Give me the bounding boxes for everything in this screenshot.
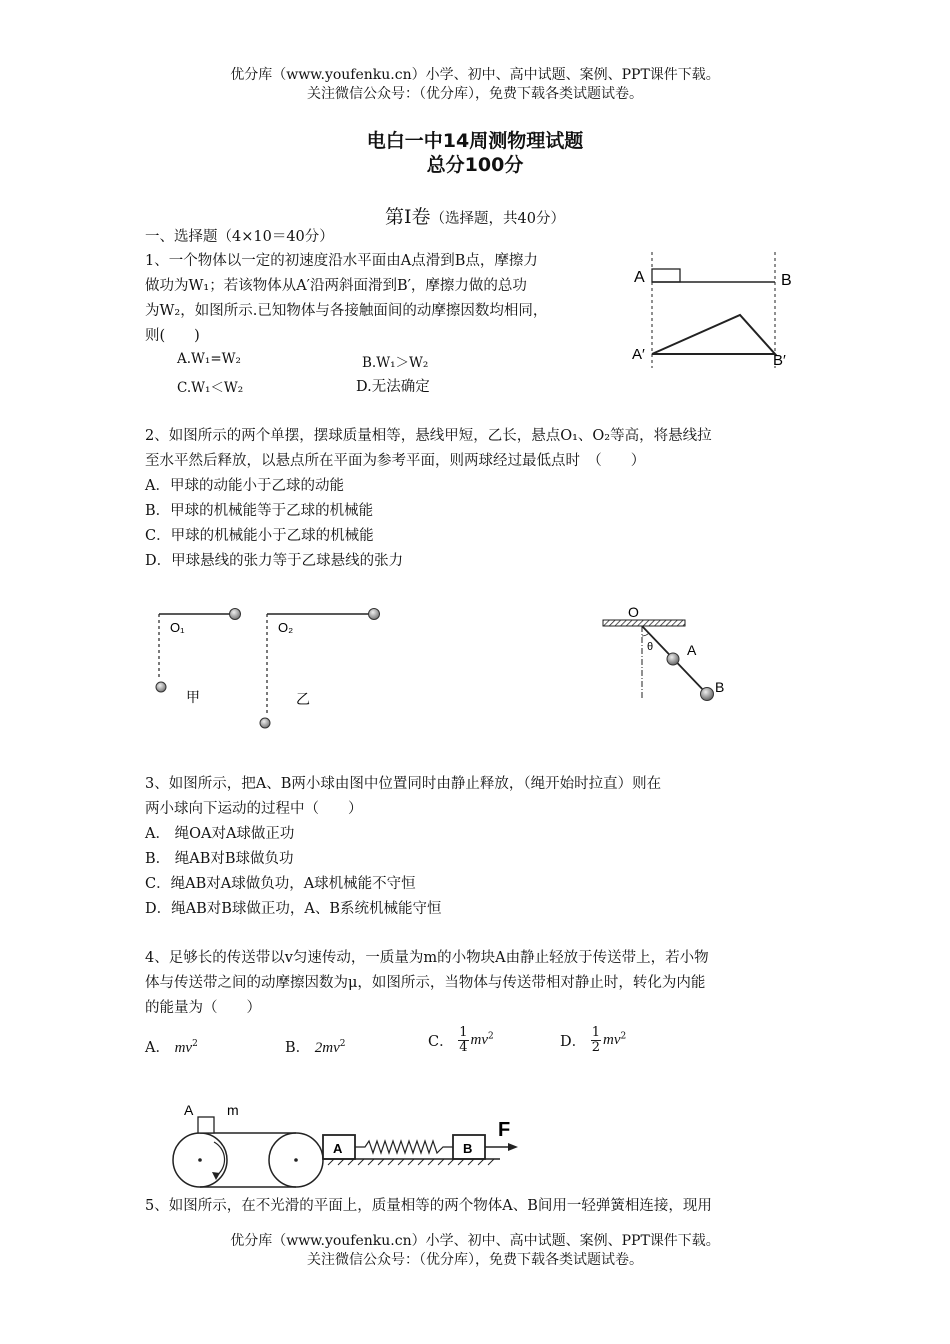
fig1-label-a-prime: A′ (632, 346, 645, 363)
q2-line: 2、如图所示的两个单摆，摆球质量相等，悬线甲短，乙长，悬点O₁、O₂等高，将悬线拉 (145, 428, 712, 444)
label-yi: 乙 (296, 691, 310, 707)
part-heading (0, 202, 950, 229)
q3-line: 3、如图所示，把A、B两小球由图中位置同时由静止释放，（绳开始时拉直）则在 (145, 776, 662, 792)
question-4 (145, 946, 709, 1021)
force-arrowhead (508, 1143, 518, 1151)
spring (355, 1141, 453, 1153)
footer-line-2: 关注微信公众号：（优分库），免费下载各类试题试卷。 (307, 1252, 643, 1268)
q2-option-b[interactable]: B．甲球的机械能等于乙球的机械能 (145, 503, 374, 519)
label-o: O (628, 604, 639, 620)
q1-line: 为W₂，如图所示.已知物体与各接触面间的动摩擦因数均相同， (145, 303, 548, 319)
q4-option-d-expr: mv (603, 1032, 621, 1048)
angle-arc (642, 633, 649, 636)
label-a: A (687, 642, 697, 658)
fig1-label-b-prime: B′ (773, 352, 786, 369)
question-1 (145, 249, 547, 349)
q4-option-c[interactable] (428, 1026, 494, 1055)
question-5-line: 5、如图所示，在不光滑的平面上，质量相等的两个物体A、B间用一轻弹簧相连接，现用 (145, 1198, 712, 1214)
footer-line-1: 优分库（www.youfenku.cn）小学、初中、高中试题、案例、PPT课件下载。 (230, 1233, 720, 1249)
header-line-1: 优分库（www.youfenku.cn）小学、初中、高中试题、案例、PPT课件下载。 (230, 67, 720, 83)
q4-option-b-label: B． (285, 1040, 311, 1056)
fig4-label-m: m (227, 1102, 239, 1118)
q3-option-b[interactable]: B． 绳AB对B球做负功 (145, 851, 294, 867)
q4-line: 4、足够长的传送带以v匀速传动，一质量为m的小物块A由静止轻放于传送带上，若小物 (145, 950, 709, 966)
figure-4-conveyor (160, 1098, 525, 1190)
pendulum-1-lowest-ball (156, 682, 166, 692)
block-a-label: A (333, 1141, 343, 1156)
q4-option-b[interactable] (285, 1036, 346, 1057)
fraction-one-quarter (458, 1026, 468, 1055)
exam-total-score: 总分100分 (426, 154, 524, 176)
q2-option-c[interactable]: C．甲球的机械能小于乙球的机械能 (145, 528, 374, 544)
question-2 (145, 424, 712, 574)
q2-line: 至水平然后释放，以悬点所在平面为参考平面，则两球经过最低点时 （ ） (145, 453, 646, 469)
pendulum-2-ball (369, 609, 380, 620)
fraction-denominator: 4 (459, 1040, 468, 1055)
question-3 (145, 772, 661, 922)
ball-a (667, 653, 679, 665)
q4-exponent: 2 (488, 1031, 494, 1042)
q3-option-d[interactable]: D．绳AB对B球做正功，A、B系统机械能守恒 (145, 901, 442, 917)
q4-option-c-expr: mv (470, 1032, 488, 1048)
part-title: 第Ⅰ卷 (385, 206, 431, 228)
q4-option-a-label: A． (145, 1040, 170, 1056)
fig1-label-a: A (634, 269, 645, 286)
label-b: B (715, 679, 725, 695)
figure-2-pendulums (150, 600, 395, 735)
q4-exponent: 2 (339, 1039, 346, 1050)
exam-title: 电白一中14周测物理试题 (366, 130, 584, 152)
pulley-right-axle (294, 1158, 298, 1162)
fraction-denominator: 2 (591, 1040, 601, 1055)
fig4-label-a: A (184, 1102, 194, 1118)
ground-hatching (328, 1159, 494, 1165)
fraction-one-half (591, 1026, 601, 1055)
q4-exponent: 2 (620, 1031, 627, 1042)
q1-line: 1、一个物体以一定的初速度沿水平面由A点滑到B点，摩擦力 (145, 253, 538, 269)
q4-option-c-label: C． (428, 1034, 454, 1050)
q2-option-d[interactable]: D．甲球悬线的张力等于乙球悬线的张力 (145, 553, 404, 569)
label-o2: O₂ (278, 620, 294, 635)
q3-line: 两小球向下运动的过程中（ ） (145, 801, 363, 817)
pendulum-2-lowest-ball (260, 718, 270, 728)
q1-line: 则( ) (145, 328, 200, 344)
part-note: （选择题，共40分） (430, 211, 565, 227)
pulley-left-axle (198, 1158, 202, 1162)
q2-option-a[interactable]: A．甲球的动能小于乙球的动能 (145, 478, 344, 494)
pendulum-1-ball (230, 609, 241, 620)
header-line-2: 关注微信公众号：（优分库），免费下载各类试题试卷。 (307, 86, 643, 102)
q3-option-a[interactable]: A． 绳OA对A球做正功 (145, 826, 295, 842)
q4-option-d-label: D． (560, 1034, 587, 1050)
figure-3-balls (595, 600, 735, 710)
q1-option-d[interactable]: D.无法确定 (356, 379, 430, 395)
q4-option-d[interactable] (560, 1026, 626, 1055)
q4-option-a-expr: mv (174, 1040, 193, 1056)
two-slopes (652, 315, 775, 354)
ball-b (701, 688, 714, 701)
q1-option-c[interactable]: C.W₁＜W₂ (177, 380, 244, 396)
q1-option-b[interactable]: B.W₁＞W₂ (362, 355, 429, 371)
q4-exponent: 2 (192, 1039, 198, 1050)
q1-option-a[interactable]: A.W₁=W₂ (177, 351, 241, 367)
figure-1-slopes (630, 248, 805, 373)
label-o1: O₁ (170, 620, 185, 635)
fraction-numerator: 1 (459, 1025, 468, 1040)
fraction-numerator: 1 (591, 1025, 601, 1040)
force-label: F (498, 1119, 511, 1141)
q3-option-c[interactable]: C．绳AB对A球做负功，A球机械能不守恒 (145, 876, 416, 892)
label-jia: 甲 (186, 689, 200, 705)
q4-option-a[interactable] (145, 1036, 198, 1057)
block-b-label: B (463, 1141, 473, 1156)
q1-line: 做功为W₁；若该物体从A′沿两斜面滑到B′，摩擦力做的总功 (145, 278, 527, 294)
q4-option-b-expr: 2mv (314, 1040, 340, 1056)
ceiling (603, 620, 685, 626)
block (652, 269, 680, 282)
section-heading: 一、选择题（4×10＝40分） (145, 229, 334, 245)
label-theta: θ (647, 641, 654, 653)
q4-line: 体与传送带之间的动摩擦因数为μ，如图所示，当物体与传送带相对静止时，转化为内能 (145, 975, 706, 991)
q4-line: 的能量为（ ） (145, 1000, 261, 1016)
fig1-label-b: B (781, 272, 792, 289)
block-a-on-belt (198, 1117, 214, 1133)
